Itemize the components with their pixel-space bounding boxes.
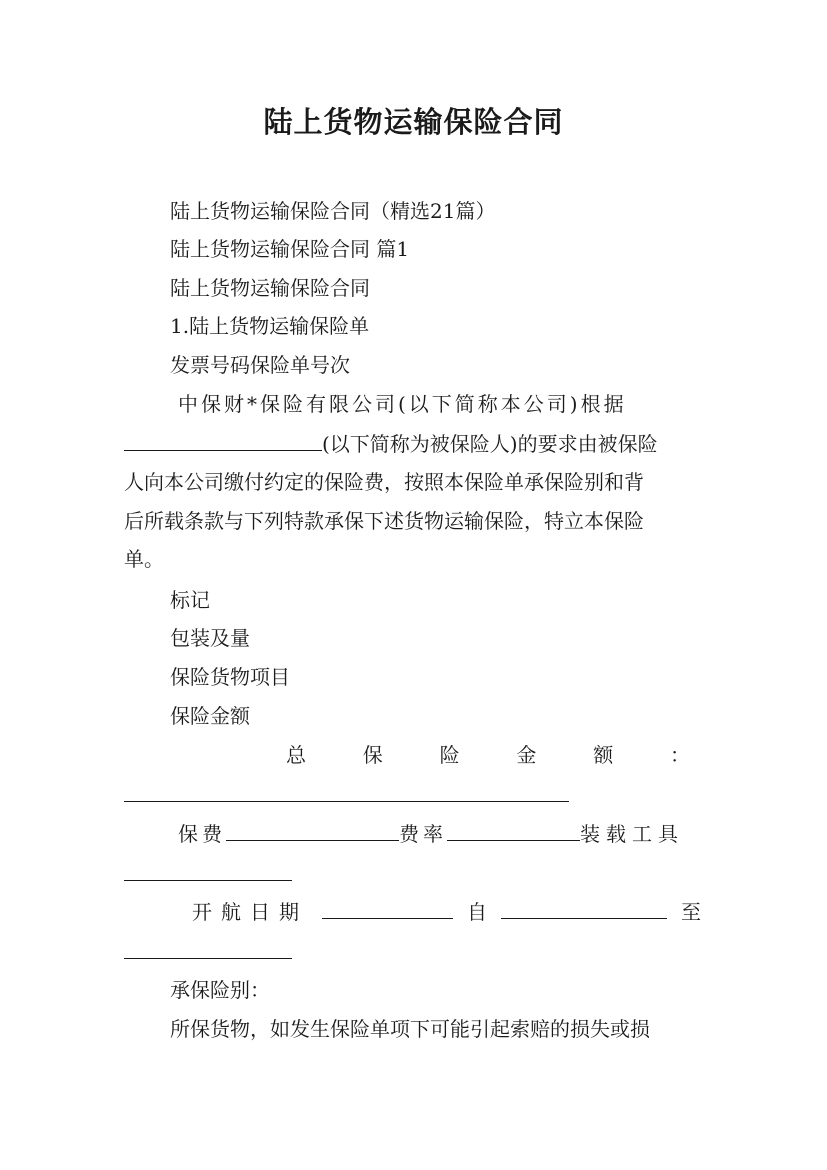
to-label: 至	[681, 900, 701, 924]
sailing-date-label: 开航日期	[192, 900, 308, 924]
from-blank	[501, 898, 667, 919]
paragraph-text: (以下简称为被保险人)的要求由被保险	[322, 432, 658, 456]
field-label-packing: 包装及量	[170, 626, 250, 650]
paragraph-line	[124, 430, 701, 457]
total-amount-char: 金	[516, 743, 537, 767]
insured-name-blank	[124, 430, 322, 451]
to-blank	[124, 958, 292, 959]
total-amount-blank	[124, 801, 569, 802]
total-amount-label	[286, 742, 690, 768]
field-label-amount: 保险金额	[170, 704, 250, 728]
field-label-goods: 保险货物项目	[170, 665, 290, 689]
sailing-date-blank	[322, 898, 453, 919]
paragraph-line: 单。	[124, 547, 164, 571]
paragraph-line: 所保货物，如发生保险单项下可能引起索赔的损失或损	[170, 1017, 650, 1041]
total-amount-char: ：	[669, 743, 690, 767]
premium-label: 保费	[178, 822, 226, 846]
sailing-date-line	[192, 898, 701, 925]
paragraph-text: 中保财*保险有限公司(以下简称本公司)根据	[178, 392, 627, 416]
rate-label: 费率	[399, 822, 447, 846]
paragraph-line: 后所载条款与下列特款承保下述货物运输保险，特立本保险	[124, 509, 644, 533]
total-amount-char: 总	[286, 743, 306, 767]
total-amount-char: 保	[362, 743, 383, 767]
premium-blank	[226, 820, 399, 841]
premium-line	[178, 820, 701, 847]
section-heading: 陆上货物运输保险合同 篇1	[170, 237, 410, 261]
document-title: 陆上货物运输保险合同	[263, 105, 564, 139]
paragraph-line: 人向本公司缴付约定的保险费，按照本保险单承保险别和背	[124, 470, 644, 494]
invoice-number-line: 发票号码保险单号次	[170, 353, 350, 377]
conveyance-blank	[124, 880, 292, 881]
field-label-mark: 标记	[170, 588, 210, 612]
contract-name-line: 陆上货物运输保险合同	[170, 276, 370, 300]
subtitle-line: 陆上货物运输保险合同（精选21篇）	[170, 199, 496, 223]
policy-heading: 1.陆上货物运输保险单	[170, 314, 370, 338]
conveyance-label: 装载工具	[580, 822, 684, 846]
total-amount-char: 额	[593, 743, 614, 767]
rate-blank	[447, 820, 580, 841]
total-amount-char: 险	[439, 743, 460, 767]
from-label: 自	[467, 900, 487, 924]
coverage-label: 承保险别：	[170, 978, 270, 1002]
paragraph-line	[178, 391, 701, 417]
